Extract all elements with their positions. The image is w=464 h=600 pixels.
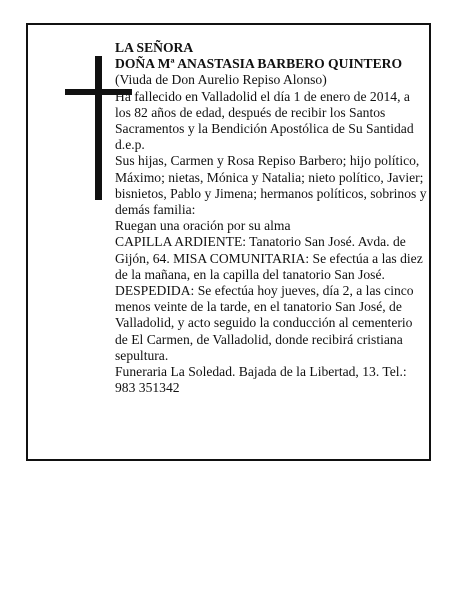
- obituary-notice: [26, 23, 431, 461]
- prayer-request: Ruegan una oración por su alma: [115, 218, 291, 234]
- funeral-home-info: Funeraria La Soledad. Bajada de la Libertad, 13. Tel.: 983 351342: [115, 364, 407, 396]
- widow-of-line: (Viuda de Don Aurelio Repiso Alonso): [115, 72, 327, 88]
- family-list: Sus hijas, Carmen y Rosa Repiso Barbero; hijo político, Máximo; nietas, Mónica y Natalia; nieto político, Javier; bisnietos, Pablo y Jimena; hermanos políticos, sobrinos y demás familia:: [115, 153, 427, 218]
- notice-heading: LA SEÑORA: [115, 40, 194, 55]
- deceased-name: DOÑA Mª ANASTASIA BARBERO QUINTERO: [115, 56, 403, 72]
- obituary-text: [115, 40, 427, 396]
- chapel-info: CAPILLA ARDIENTE: Tanatorio San José. Avda. de Gijón, 64. MISA COMUNITARIA: Se efectúa a las diez de la mañana, en la capilla del tanatorio San José.: [115, 234, 423, 282]
- farewell-info: DESPEDIDA: Se efectúa hoy jueves, día 2, a las cinco menos veinte de la tarde, en el tanatorio San José, de Valladolid, y acto seguido la conducción al cementerio de El Carmen, de Valladolid, donde recibirá cristiana sepultura.: [115, 283, 414, 363]
- death-announcement: Ha fallecido en Valladolid el día 1 de enero de 2014, a los 82 años de edad, después de recibir los Santos Sacramentos y la Bendición Apostólica de Su Santidad d.e.p.: [115, 88, 414, 153]
